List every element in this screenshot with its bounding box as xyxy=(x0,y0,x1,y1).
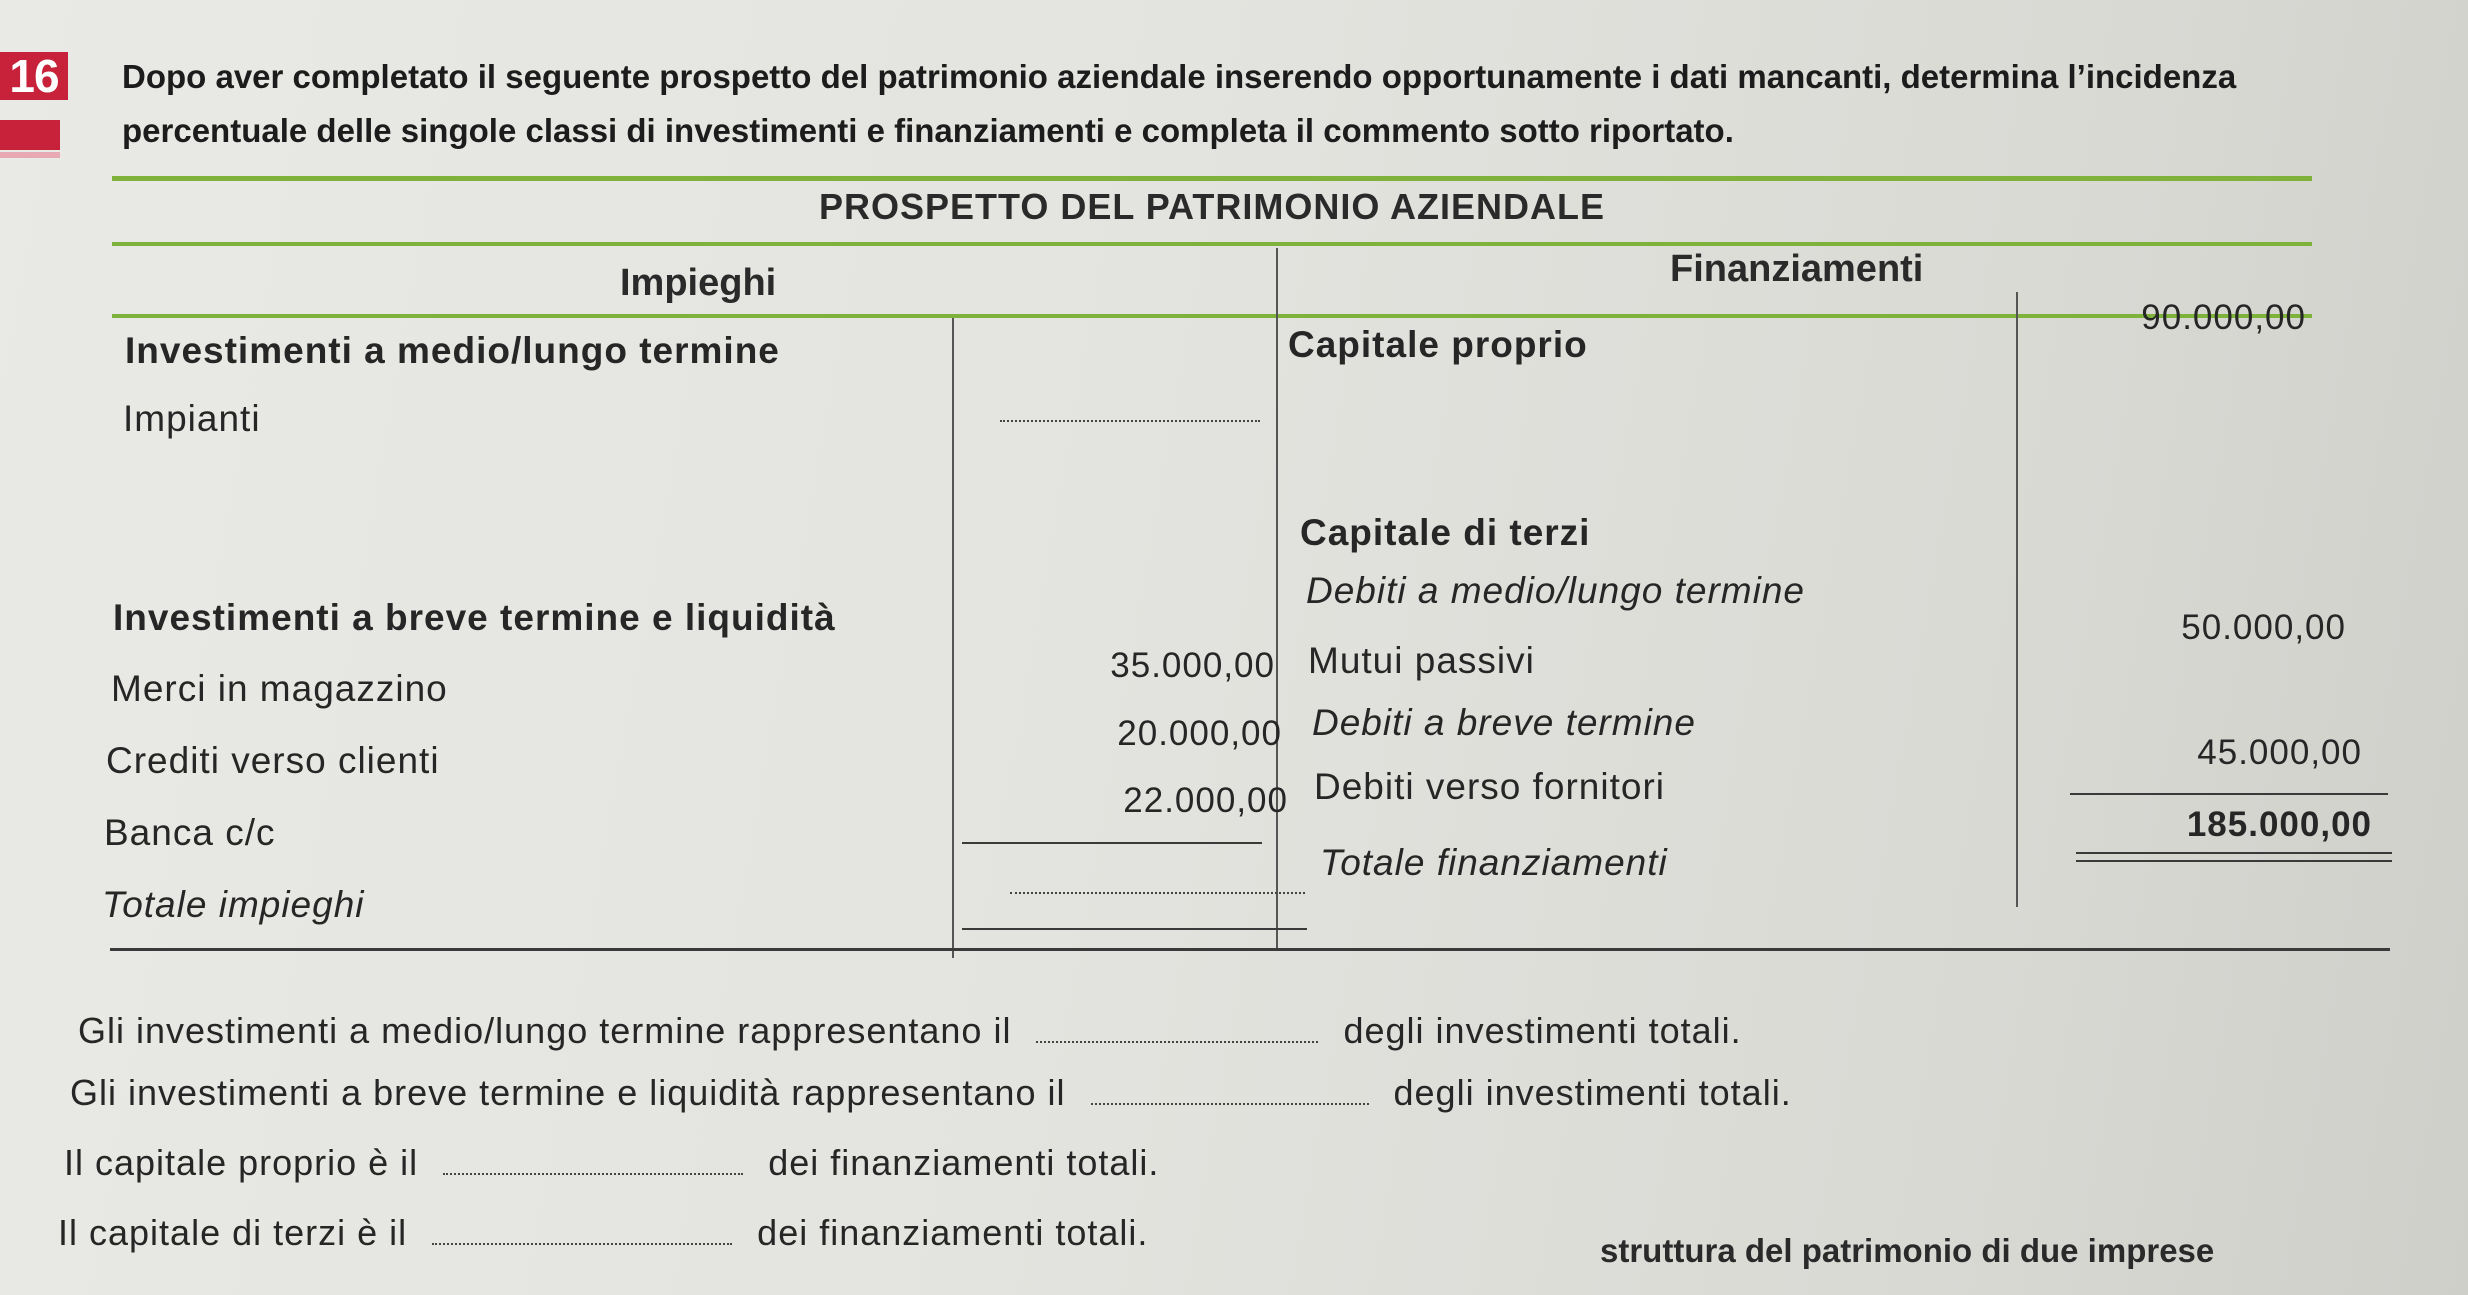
finanziamenti-header: Finanziamenti xyxy=(1670,248,1924,290)
row-capitale-proprio-value: 90.000,00 xyxy=(2141,298,2306,337)
sheet-title: PROSPETTO DEL PATRIMONIO AZIENDALE xyxy=(818,186,1606,227)
row-mutui-label: Mutui passivi xyxy=(1308,640,1535,681)
comment-2-after: degli investimenti totali. xyxy=(1393,1072,1792,1113)
row-investimenti-ml-label: Investimenti a medio/lungo termine xyxy=(125,330,780,371)
title-bottom-rule xyxy=(112,242,2312,246)
comment-3-after: dei finanziamenti totali. xyxy=(768,1142,1160,1183)
impianti-value-blank[interactable] xyxy=(1000,420,1260,422)
row-totale-finanziamenti-value: 185.000,00 xyxy=(2186,805,2372,844)
finanziamenti-total-rule-1 xyxy=(2076,852,2392,854)
comment-1-before: Gli investimenti a medio/lungo termine rappresentano il xyxy=(78,1010,1012,1051)
row-banca-value: 22.000,00 xyxy=(1123,781,1288,820)
impieghi-value-divider xyxy=(952,318,954,958)
row-fornitori-value: 45.000,00 xyxy=(2197,733,2362,772)
exercise-marker-stripe xyxy=(0,152,60,158)
comment-1-blank[interactable] xyxy=(1036,1041,1318,1043)
comment-3-before: Il capitale proprio è il xyxy=(64,1142,419,1183)
row-totale-finanziamenti-label: Totale finanziamenti xyxy=(1320,842,1668,883)
row-crediti-value: 20.000,00 xyxy=(1117,714,1282,753)
header-bottom-rule xyxy=(112,314,2312,318)
comment-2-blank[interactable] xyxy=(1091,1103,1369,1105)
row-investimenti-bt-label: Investimenti a breve termine e liquidità xyxy=(113,597,836,638)
comment-line-2 xyxy=(70,1072,1792,1114)
row-debiti-bt-label: Debiti a breve termine xyxy=(1312,702,1696,743)
comment-line-3 xyxy=(64,1142,1159,1184)
row-banca-label: Banca c/c xyxy=(104,812,276,853)
totale-impieghi-value-blank[interactable] xyxy=(1010,892,1305,894)
comment-2-before: Gli investimenti a breve termine e liquidità rappresentano il xyxy=(70,1072,1066,1113)
comment-4-before: Il capitale di terzi è il xyxy=(58,1212,408,1253)
comment-line-1 xyxy=(78,1010,1742,1052)
exercise-marker-bar xyxy=(0,120,60,150)
exercise-number-badge: 16 xyxy=(0,52,68,100)
finanziamenti-subtotal-rule xyxy=(2070,793,2388,795)
row-capitale-proprio-label: Capitale proprio xyxy=(1288,324,1588,365)
row-capitale-terzi-label: Capitale di terzi xyxy=(1300,512,1591,553)
comment-1-after: degli investimenti totali. xyxy=(1343,1010,1742,1051)
finanziamenti-total-rule-2 xyxy=(2076,860,2392,862)
row-totale-impieghi-label: Totale impieghi xyxy=(102,884,365,925)
finanziamenti-value-divider xyxy=(2016,292,2018,907)
comment-3-blank[interactable] xyxy=(443,1173,743,1175)
row-fornitori-label: Debiti verso fornitori xyxy=(1314,766,1666,807)
impieghi-header: Impieghi xyxy=(620,262,777,304)
comment-4-after: dei finanziamenti totali. xyxy=(757,1212,1149,1253)
comment-line-4 xyxy=(58,1212,1148,1254)
row-merci-value: 35.000,00 xyxy=(1110,646,1275,685)
next-exercise-fragment: struttura del patrimonio di due imprese xyxy=(1600,1232,2215,1269)
impieghi-total-rule xyxy=(962,928,1307,930)
sheet-top-rule xyxy=(112,176,2312,181)
row-impianti-label: Impianti xyxy=(123,398,261,439)
impieghi-subtotal-rule xyxy=(962,842,1262,844)
column-divider xyxy=(1276,248,1278,948)
row-debiti-ml-label: Debiti a medio/lungo termine xyxy=(1306,570,1805,611)
row-merci-label: Merci in magazzino xyxy=(111,668,448,709)
row-mutui-value: 50.000,00 xyxy=(2181,608,2346,647)
sheet-bottom-rule xyxy=(110,948,2390,951)
row-crediti-label: Crediti verso clienti xyxy=(106,740,440,781)
comment-4-blank[interactable] xyxy=(432,1243,732,1245)
exercise-instructions: Dopo aver completato il seguente prospetto del patrimonio aziendale inserendo opportunamente i dati mancanti, determina l’incidenza percentuale delle singole classi di investimenti e finanziamenti e completa il commento sotto riportato. xyxy=(122,58,2237,149)
